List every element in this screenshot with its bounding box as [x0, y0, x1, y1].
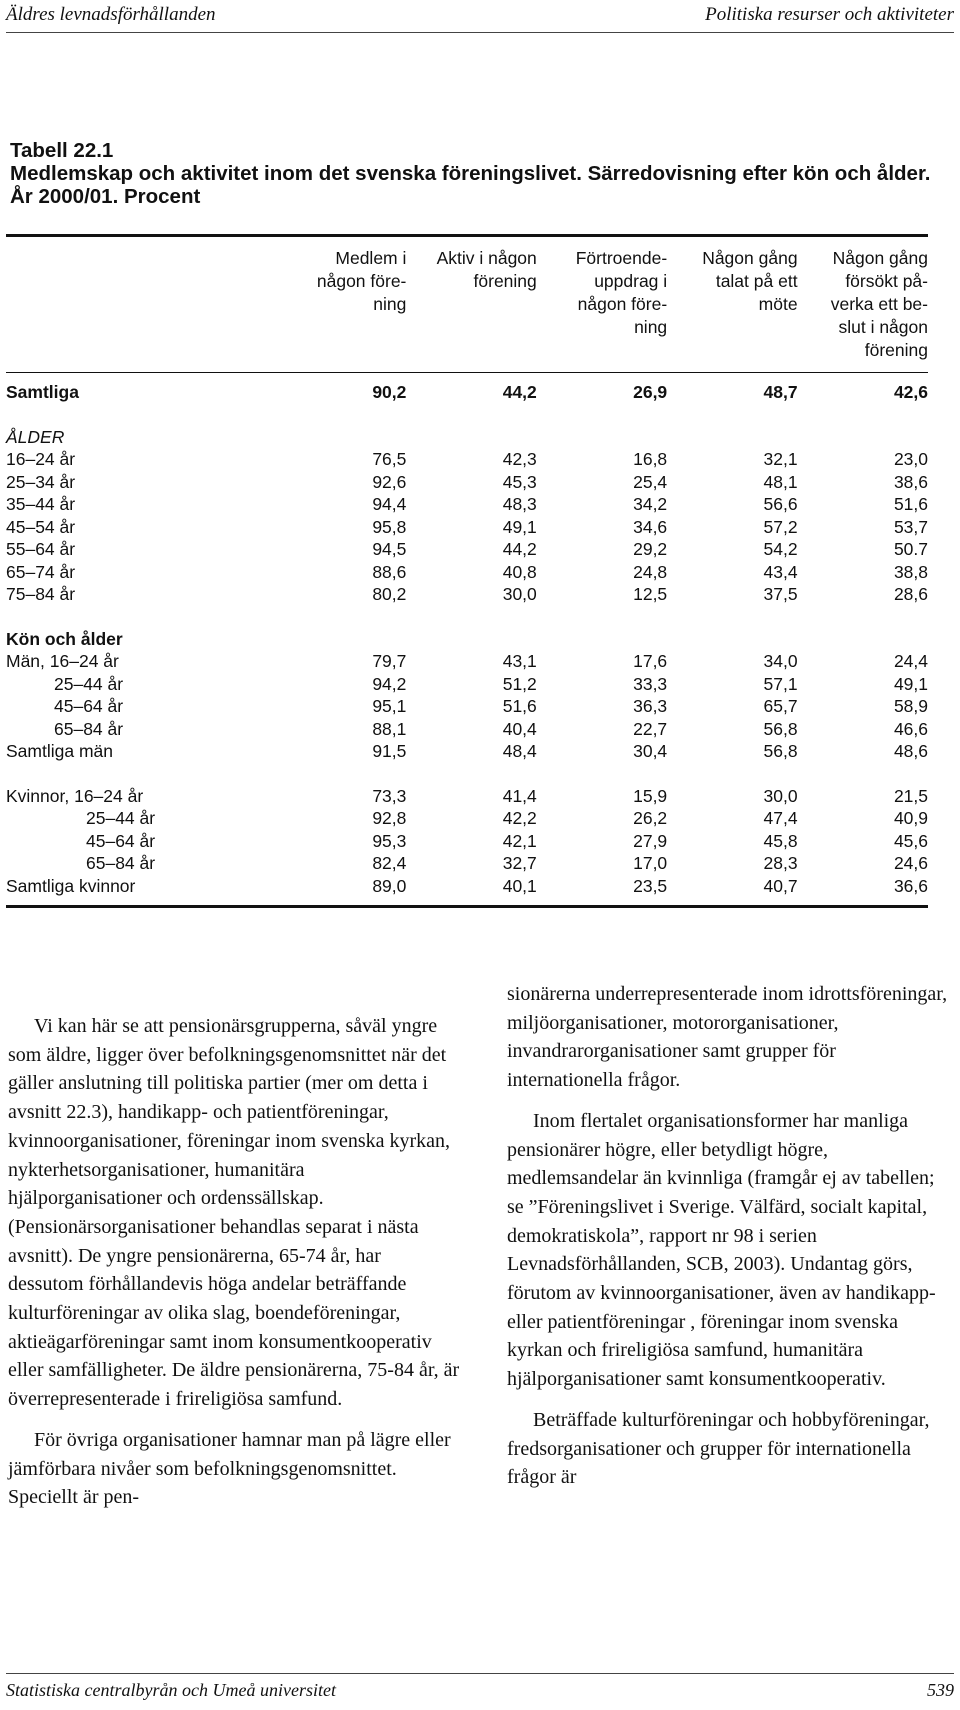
- cell: 27,9: [633, 830, 668, 851]
- row-label: 75–84 år: [6, 584, 76, 604]
- cell: 92,8: [372, 808, 407, 828]
- kvinnor-rows: [6, 785, 928, 898]
- cell: 40,1: [502, 875, 537, 896]
- cell: 24,8: [633, 561, 668, 582]
- section-heading-kon: Kön och ålder: [6, 628, 123, 649]
- cell: 24,4: [893, 651, 928, 671]
- table-row: [6, 807, 928, 830]
- row-label: 65–84 år: [54, 718, 124, 739]
- cell: 43,4: [763, 561, 798, 582]
- cell: 45,8: [763, 830, 798, 851]
- cell: 65,7: [763, 696, 798, 716]
- cell: 42,1: [502, 830, 537, 851]
- cell: 38,6: [893, 471, 928, 492]
- row-label: Män, 16–24 år: [6, 651, 119, 671]
- table-row: [6, 673, 928, 696]
- row-label: 25–44 år: [86, 808, 156, 828]
- row-label: 65–74 år: [6, 561, 76, 582]
- table-row: [6, 740, 928, 763]
- man-rows: [6, 650, 928, 763]
- paragraph: Inom flertalet organisationsformer har manliga pensionärer högre, eller betydligt högre, medlemsandelar än kvinnliga (framgår ej av tabellen; se ”Föreningslivet i Sverige. Välfärd, socialt kapital, demokratiskola”, rapport nr 98 i serien Levnadsförhållanden, SCB, 2003). Undantag görs, förutom av kvinnoorganisationer, även av handikapp- eller patientföreningar , föreningar inom svenska kyrkan och frireligiösa samfund, humanitära hjälporganisationer samt konsumentkooperativ.: [507, 1109, 936, 1391]
- cell: 51,6: [893, 494, 928, 514]
- cell: 58,9: [893, 696, 928, 716]
- cell: 28,6: [893, 584, 928, 604]
- cell: 36,3: [633, 696, 668, 716]
- cell: 57,1: [763, 673, 798, 694]
- cell: 28,3: [763, 853, 798, 873]
- cell: 95,1: [372, 696, 407, 716]
- column-header: Förtroende- uppdrag i någon före- ning: [575, 248, 668, 337]
- cell: 17,6: [633, 651, 668, 671]
- section-heading-alder: ÅLDER: [6, 426, 65, 447]
- cell: 54,2: [763, 539, 798, 559]
- cell: 40,8: [502, 561, 537, 582]
- cell: 45,3: [502, 471, 537, 492]
- table-row: [6, 561, 928, 584]
- row-label: 55–64 år: [6, 539, 76, 559]
- cell: 30,4: [633, 741, 668, 761]
- cell: 26,9: [633, 382, 668, 402]
- row-label: Kvinnor, 16–24 år: [6, 785, 144, 806]
- cell: 56,8: [763, 718, 798, 739]
- cell: 32,7: [502, 853, 537, 873]
- table-row: [6, 718, 928, 741]
- cell: 42,3: [502, 449, 537, 469]
- paragraph: Beträffade kulturföreningar och hobbyföreningar, fredsorganisationer och grupper för internationella frågor är: [507, 1408, 930, 1489]
- cell: 25,4: [633, 471, 668, 492]
- cell: 49,1: [502, 516, 537, 537]
- cell: 89,0: [372, 875, 407, 896]
- cell: 21,5: [893, 785, 928, 806]
- table-number: Tabell 22.1: [10, 139, 114, 162]
- cell: 37,5: [763, 584, 798, 604]
- cell: 92,6: [372, 471, 407, 492]
- cell: 44,2: [502, 539, 537, 559]
- cell: 22,7: [633, 718, 668, 739]
- cell: 51,2: [502, 673, 537, 694]
- statistics-table: [6, 234, 928, 908]
- header-rule: [6, 32, 954, 33]
- cell: 41,4: [502, 785, 537, 806]
- cell: 48,3: [502, 494, 537, 514]
- column-header-row: [6, 237, 928, 373]
- cell: 42,2: [502, 808, 537, 828]
- body-column-left: [8, 1012, 460, 1524]
- table-row: [6, 583, 928, 606]
- column-header: Någon gång talat på ett möte: [702, 248, 798, 314]
- cell: 76,5: [372, 449, 407, 469]
- cell: 95,3: [372, 830, 407, 851]
- paragraph: För övriga organisationer hamnar man på lägre eller jämförbara nivåer som befolkningsgenomsnittet. Speciellt är pen-: [8, 1428, 451, 1509]
- cell: 53,7: [893, 516, 928, 537]
- row-label: 35–44 år: [6, 494, 76, 514]
- cell: 30,0: [502, 584, 537, 604]
- data-table: [6, 237, 928, 897]
- body-column-right: [507, 980, 953, 1504]
- cell: 43,1: [502, 651, 537, 671]
- cell: 16,8: [633, 449, 668, 469]
- cell: 91,5: [372, 741, 407, 761]
- cell: 40,4: [502, 718, 537, 739]
- cell: 57,2: [763, 516, 798, 537]
- paragraph: sionärerna underrepresenterade inom idrottsföreningar, miljöorganisationer, motororganisationer, invandrarorganisationer samt grupper för internationella frågor.: [507, 983, 948, 1092]
- alder-rows: [6, 448, 928, 606]
- cell: 40,9: [893, 808, 928, 828]
- table-row: [6, 650, 928, 673]
- row-label: 25–34 år: [6, 471, 76, 492]
- cell: 34,0: [763, 651, 798, 671]
- cell: 48,7: [763, 382, 798, 402]
- table-row: [6, 538, 928, 561]
- footer-publisher: Statistiska centralbyrån och Umeå universitet: [6, 1680, 336, 1700]
- table-caption: Medlemskap och aktivitet inom det svenska föreningslivet. Särredovisning efter kön och ålder. År 2000/01. Procent: [10, 162, 931, 208]
- cell: 23,5: [633, 875, 668, 896]
- cell: 51,6: [502, 696, 537, 716]
- cell: 94,2: [372, 673, 407, 694]
- row-label: Samtliga kvinnor: [6, 875, 136, 896]
- cell: 90,2: [372, 382, 407, 402]
- cell: 33,3: [633, 673, 668, 694]
- paragraph: Vi kan här se att pensionärsgrupperna, såväl yngre som äldre, ligger över befolkningsgenomsnittet när det gäller anslutning till politiska partier (mer om detta i avsnitt 22.3), handikapp- och patientföreningar, kvinnoorganisationer, föreningar inom svenska kyrkan, nykterhetsorganisationer, humanitära hjälporganisationer och ordenssällskap. (Pensionärsorganisationer behandlas separat i nästa avsnitt). De yngre pensionärerna, 65-74 år, har dessutom förhållandevis höga andelar beträffande kulturföreningar av olika slag, boendeföreningar, aktieägarföreningar samt inom konsumentkooperativ eller samfälligheter. De äldre pensionärerna, 75-84 år, är överrepresenterade i frireligiösa samfund.: [8, 1015, 460, 1411]
- row-label: 45–64 år: [86, 830, 156, 851]
- cell: 49,1: [893, 673, 928, 694]
- row-label: Samtliga: [6, 382, 79, 402]
- column-header-blank: [6, 237, 276, 373]
- cell: 12,5: [633, 584, 668, 604]
- cell: 26,2: [633, 808, 668, 828]
- cell: 48,6: [893, 741, 928, 761]
- cell: 95,8: [372, 516, 407, 537]
- table-bottom-rule: [6, 905, 928, 908]
- cell: 80,2: [372, 584, 407, 604]
- cell: 36,6: [893, 875, 928, 896]
- cell: 47,4: [763, 808, 798, 828]
- cell: 48,4: [502, 741, 537, 761]
- table-row: [6, 785, 928, 808]
- cell: 24,6: [893, 853, 928, 873]
- cell: 94,4: [372, 494, 407, 514]
- cell: 79,7: [372, 651, 407, 671]
- row-label: 25–44 år: [54, 673, 124, 694]
- table-row: [6, 875, 928, 898]
- cell: 88,6: [372, 561, 407, 582]
- table-row: [6, 471, 928, 494]
- cell: 56,8: [763, 741, 798, 761]
- column-header: Aktiv i någon förening: [436, 248, 537, 291]
- cell: 46,6: [893, 718, 928, 739]
- cell: 34,2: [633, 494, 668, 514]
- row-label: 65–84 år: [86, 853, 156, 873]
- table-row: [6, 448, 928, 471]
- row-label: 16–24 år: [6, 449, 76, 469]
- cell: 38,8: [893, 561, 928, 582]
- table-row: [6, 516, 928, 539]
- cell: 30,0: [763, 785, 798, 806]
- table-row-samtliga: [6, 381, 928, 404]
- table-title: [10, 139, 940, 208]
- cell: 29,2: [633, 539, 668, 559]
- footer-rule: [6, 1673, 954, 1674]
- cell: 40,7: [763, 875, 798, 896]
- cell: 45,6: [893, 830, 928, 851]
- cell: 32,1: [763, 449, 798, 469]
- cell: 94,5: [372, 539, 407, 559]
- cell: 88,1: [372, 718, 407, 739]
- cell: 34,6: [633, 516, 668, 537]
- column-header: Medlem i någon före- ning: [316, 248, 407, 314]
- running-header-right: Politiska resurser och aktiviteter: [705, 4, 954, 25]
- table-row: [6, 493, 928, 516]
- row-label: 45–54 år: [6, 516, 76, 537]
- cell: 23,0: [893, 449, 928, 469]
- running-header-left: Äldres levnadsförhållanden: [6, 4, 216, 25]
- page-number: 539: [927, 1680, 954, 1700]
- cell: 56,6: [763, 494, 798, 514]
- cell: 73,3: [372, 785, 407, 806]
- cell: 82,4: [372, 853, 407, 873]
- table-row: [6, 830, 928, 853]
- cell: 48,1: [763, 471, 798, 492]
- column-header: Någon gång försökt på- verka ett be- slut i någon förening: [830, 248, 928, 360]
- cell: 44,2: [502, 382, 537, 402]
- cell: 15,9: [633, 785, 668, 806]
- cell: 17,0: [633, 853, 668, 873]
- cell: 42,6: [893, 382, 928, 402]
- row-label: Samtliga män: [6, 741, 113, 761]
- row-label: 45–64 år: [54, 696, 124, 716]
- table-row: [6, 695, 928, 718]
- running-header: [6, 4, 954, 32]
- cell: 50.7: [893, 539, 928, 559]
- table-row: [6, 852, 928, 875]
